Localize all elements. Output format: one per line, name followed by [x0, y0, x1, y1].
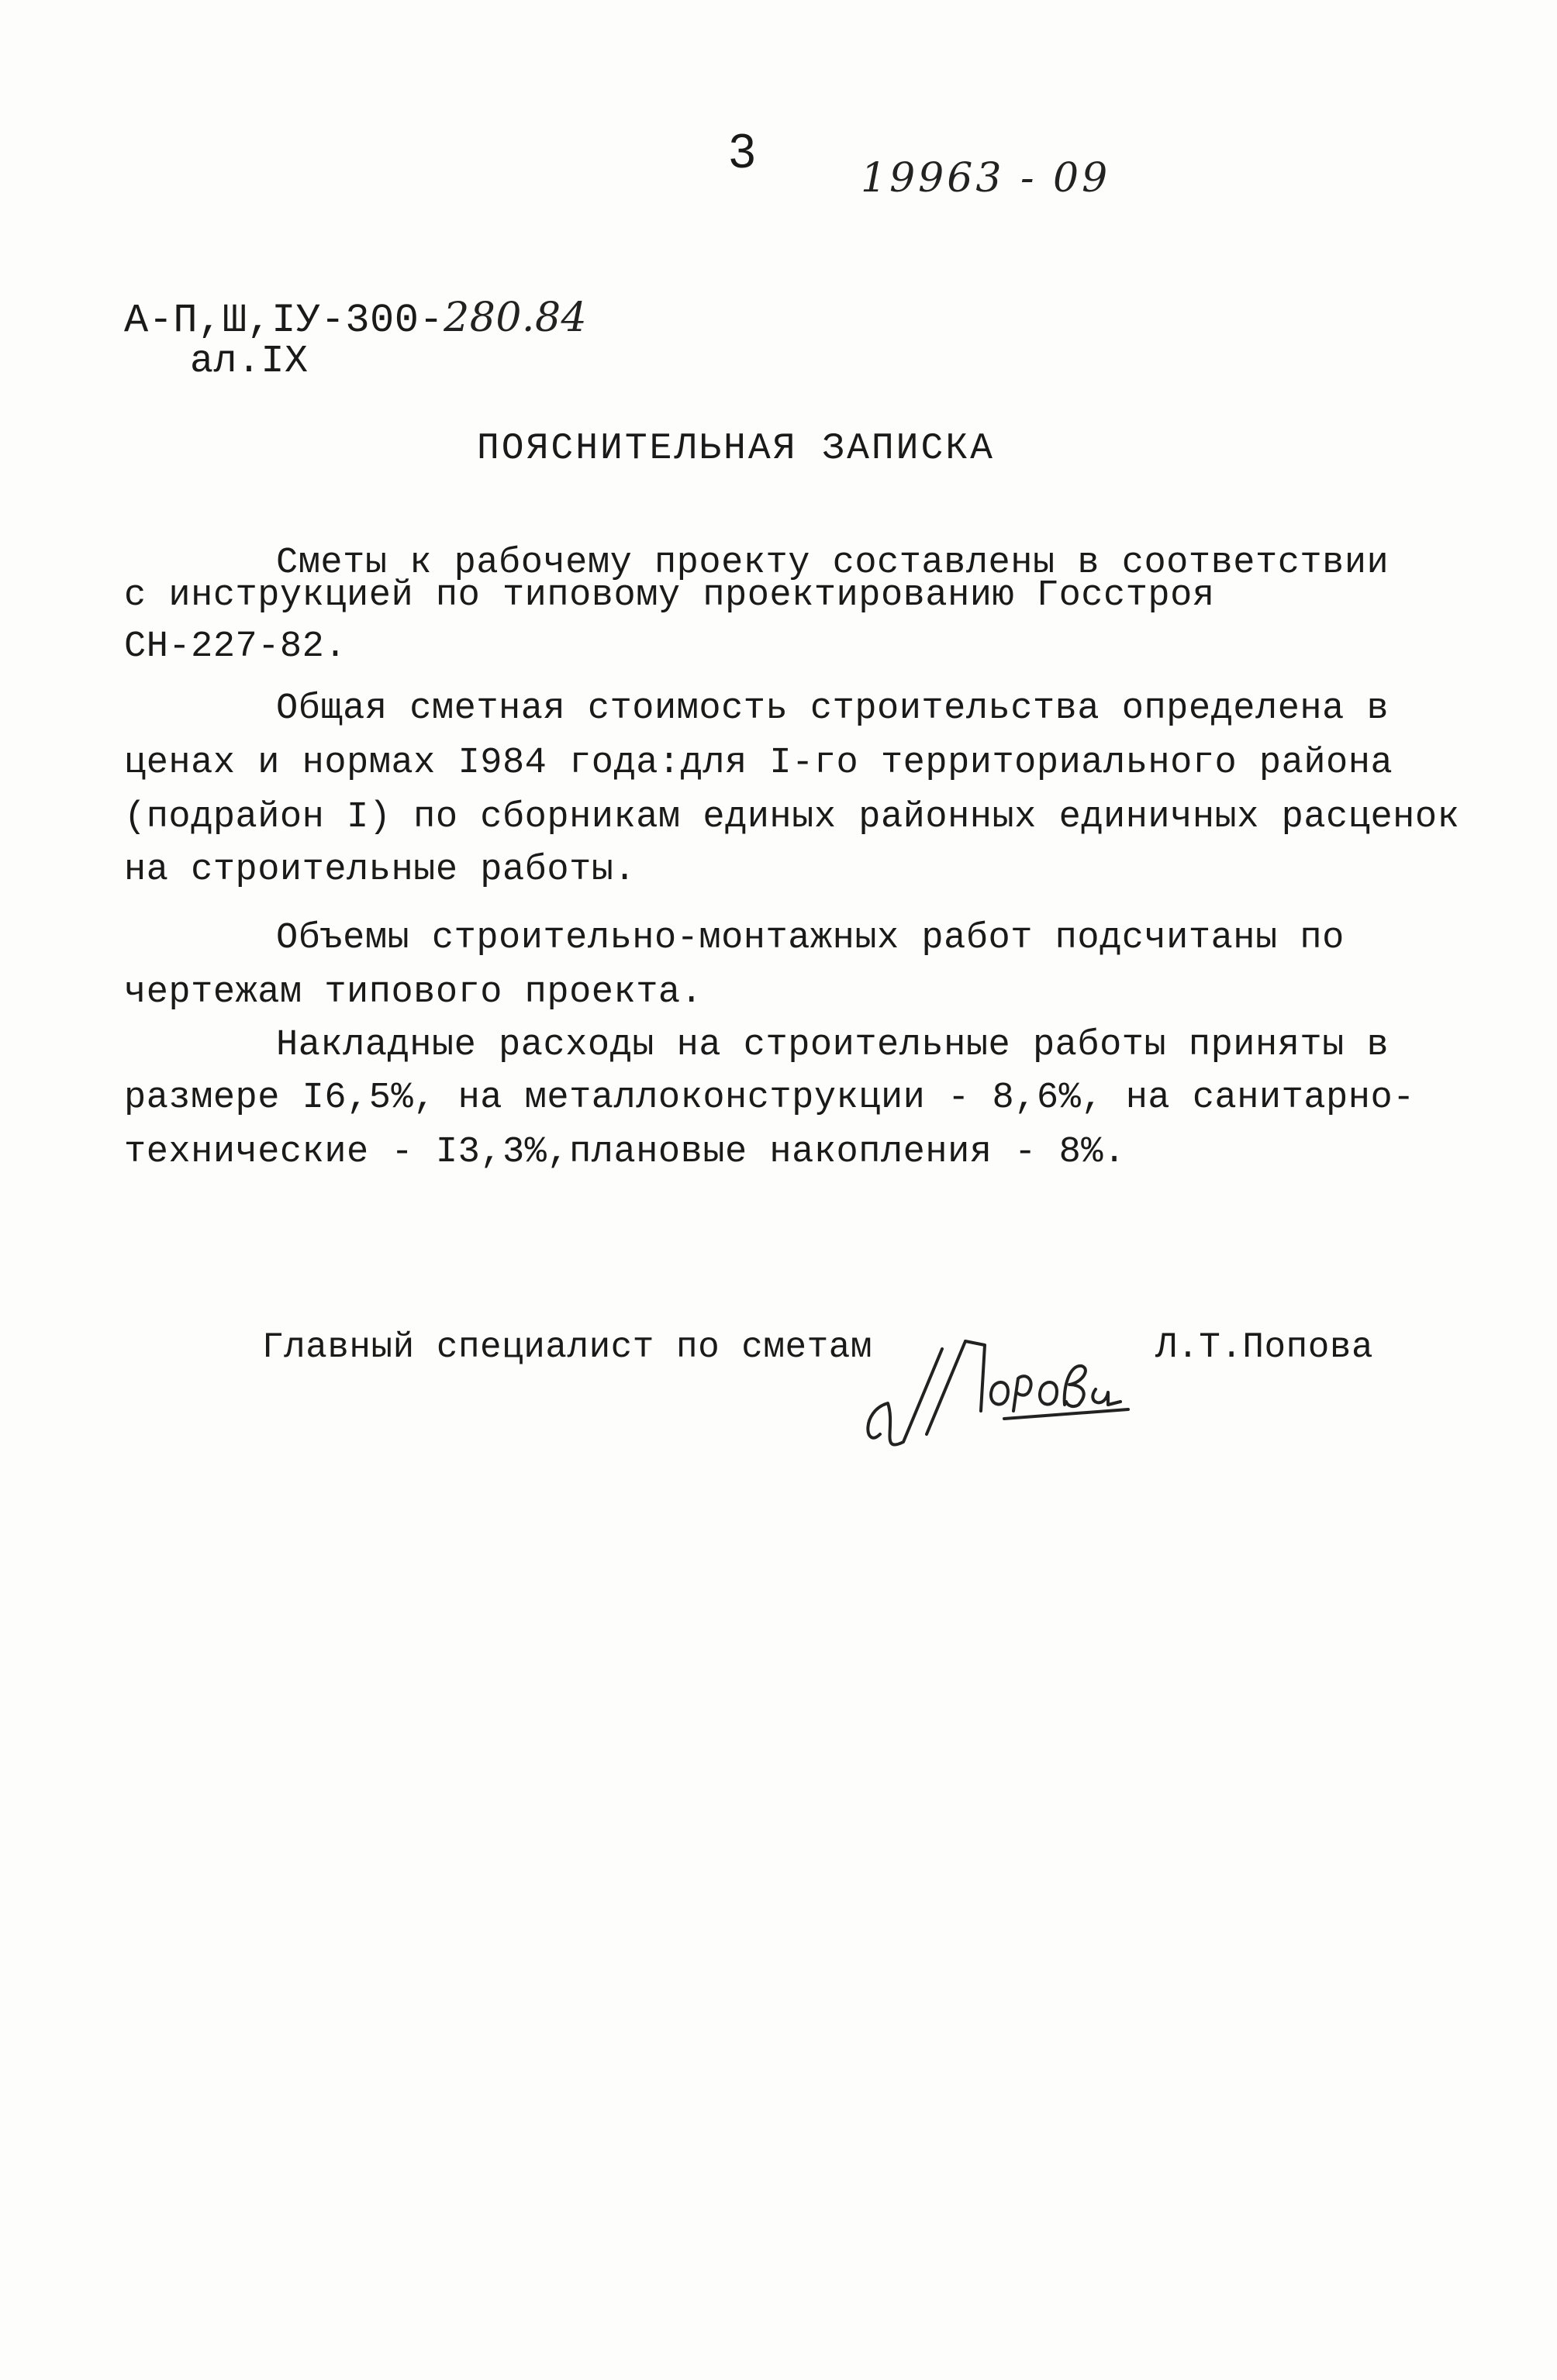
paragraph-1-line-1: Сметы к рабочему проекту составлены в соответствии	[276, 543, 1390, 584]
paragraph-4-line-2: размере I6,5%, на металлоконструкции - 8,6%, на санитарно-	[124, 1078, 1415, 1119]
album-label: ал.IX	[190, 340, 309, 384]
page-number: 3	[729, 125, 756, 178]
paragraph-1-line-2: с инструкцией по типовому проектированию Госстроя	[124, 575, 1215, 616]
paragraph-3-line-2: чертежам типового проекта.	[124, 972, 703, 1013]
paragraph-2-line-3: (подрайон I) по сборникам единых районных единичных расценок	[124, 797, 1460, 838]
paragraph-2-line-1: Общая сметная стоимость строительства определена в	[276, 688, 1390, 730]
paragraph-3-line-1: Объемы строительно-монтажных работ подсчитаны по	[276, 918, 1345, 959]
project-code	[124, 295, 587, 343]
paragraph-2-line-4: на строительные работы.	[124, 850, 637, 891]
document-title: ПОЯСНИТЕЛЬНАЯ ЗАПИСКА	[477, 428, 995, 470]
paragraph-1-line-3: СН-227-82.	[124, 626, 347, 667]
paragraph-2-line-2: ценах и нормах I984 года:для I-го территориального района	[124, 743, 1393, 784]
project-code-handwritten: 280.84	[444, 295, 588, 341]
signer-title: Главный специалист по сметам	[262, 1327, 872, 1368]
document-number-handwritten: 19963 - 09	[861, 155, 1111, 202]
paragraph-4-line-3: технические - I3,3%,плановые накопления - 8%.	[124, 1132, 1126, 1173]
project-code-typed: А-П,Ш,IУ-300-	[124, 298, 444, 343]
handwritten-signature	[849, 1318, 1144, 1465]
signer-name: Л.Т.Попова	[1155, 1327, 1374, 1368]
paragraph-4-line-1: Накладные расходы на строительные работы приняты в	[276, 1025, 1390, 1066]
